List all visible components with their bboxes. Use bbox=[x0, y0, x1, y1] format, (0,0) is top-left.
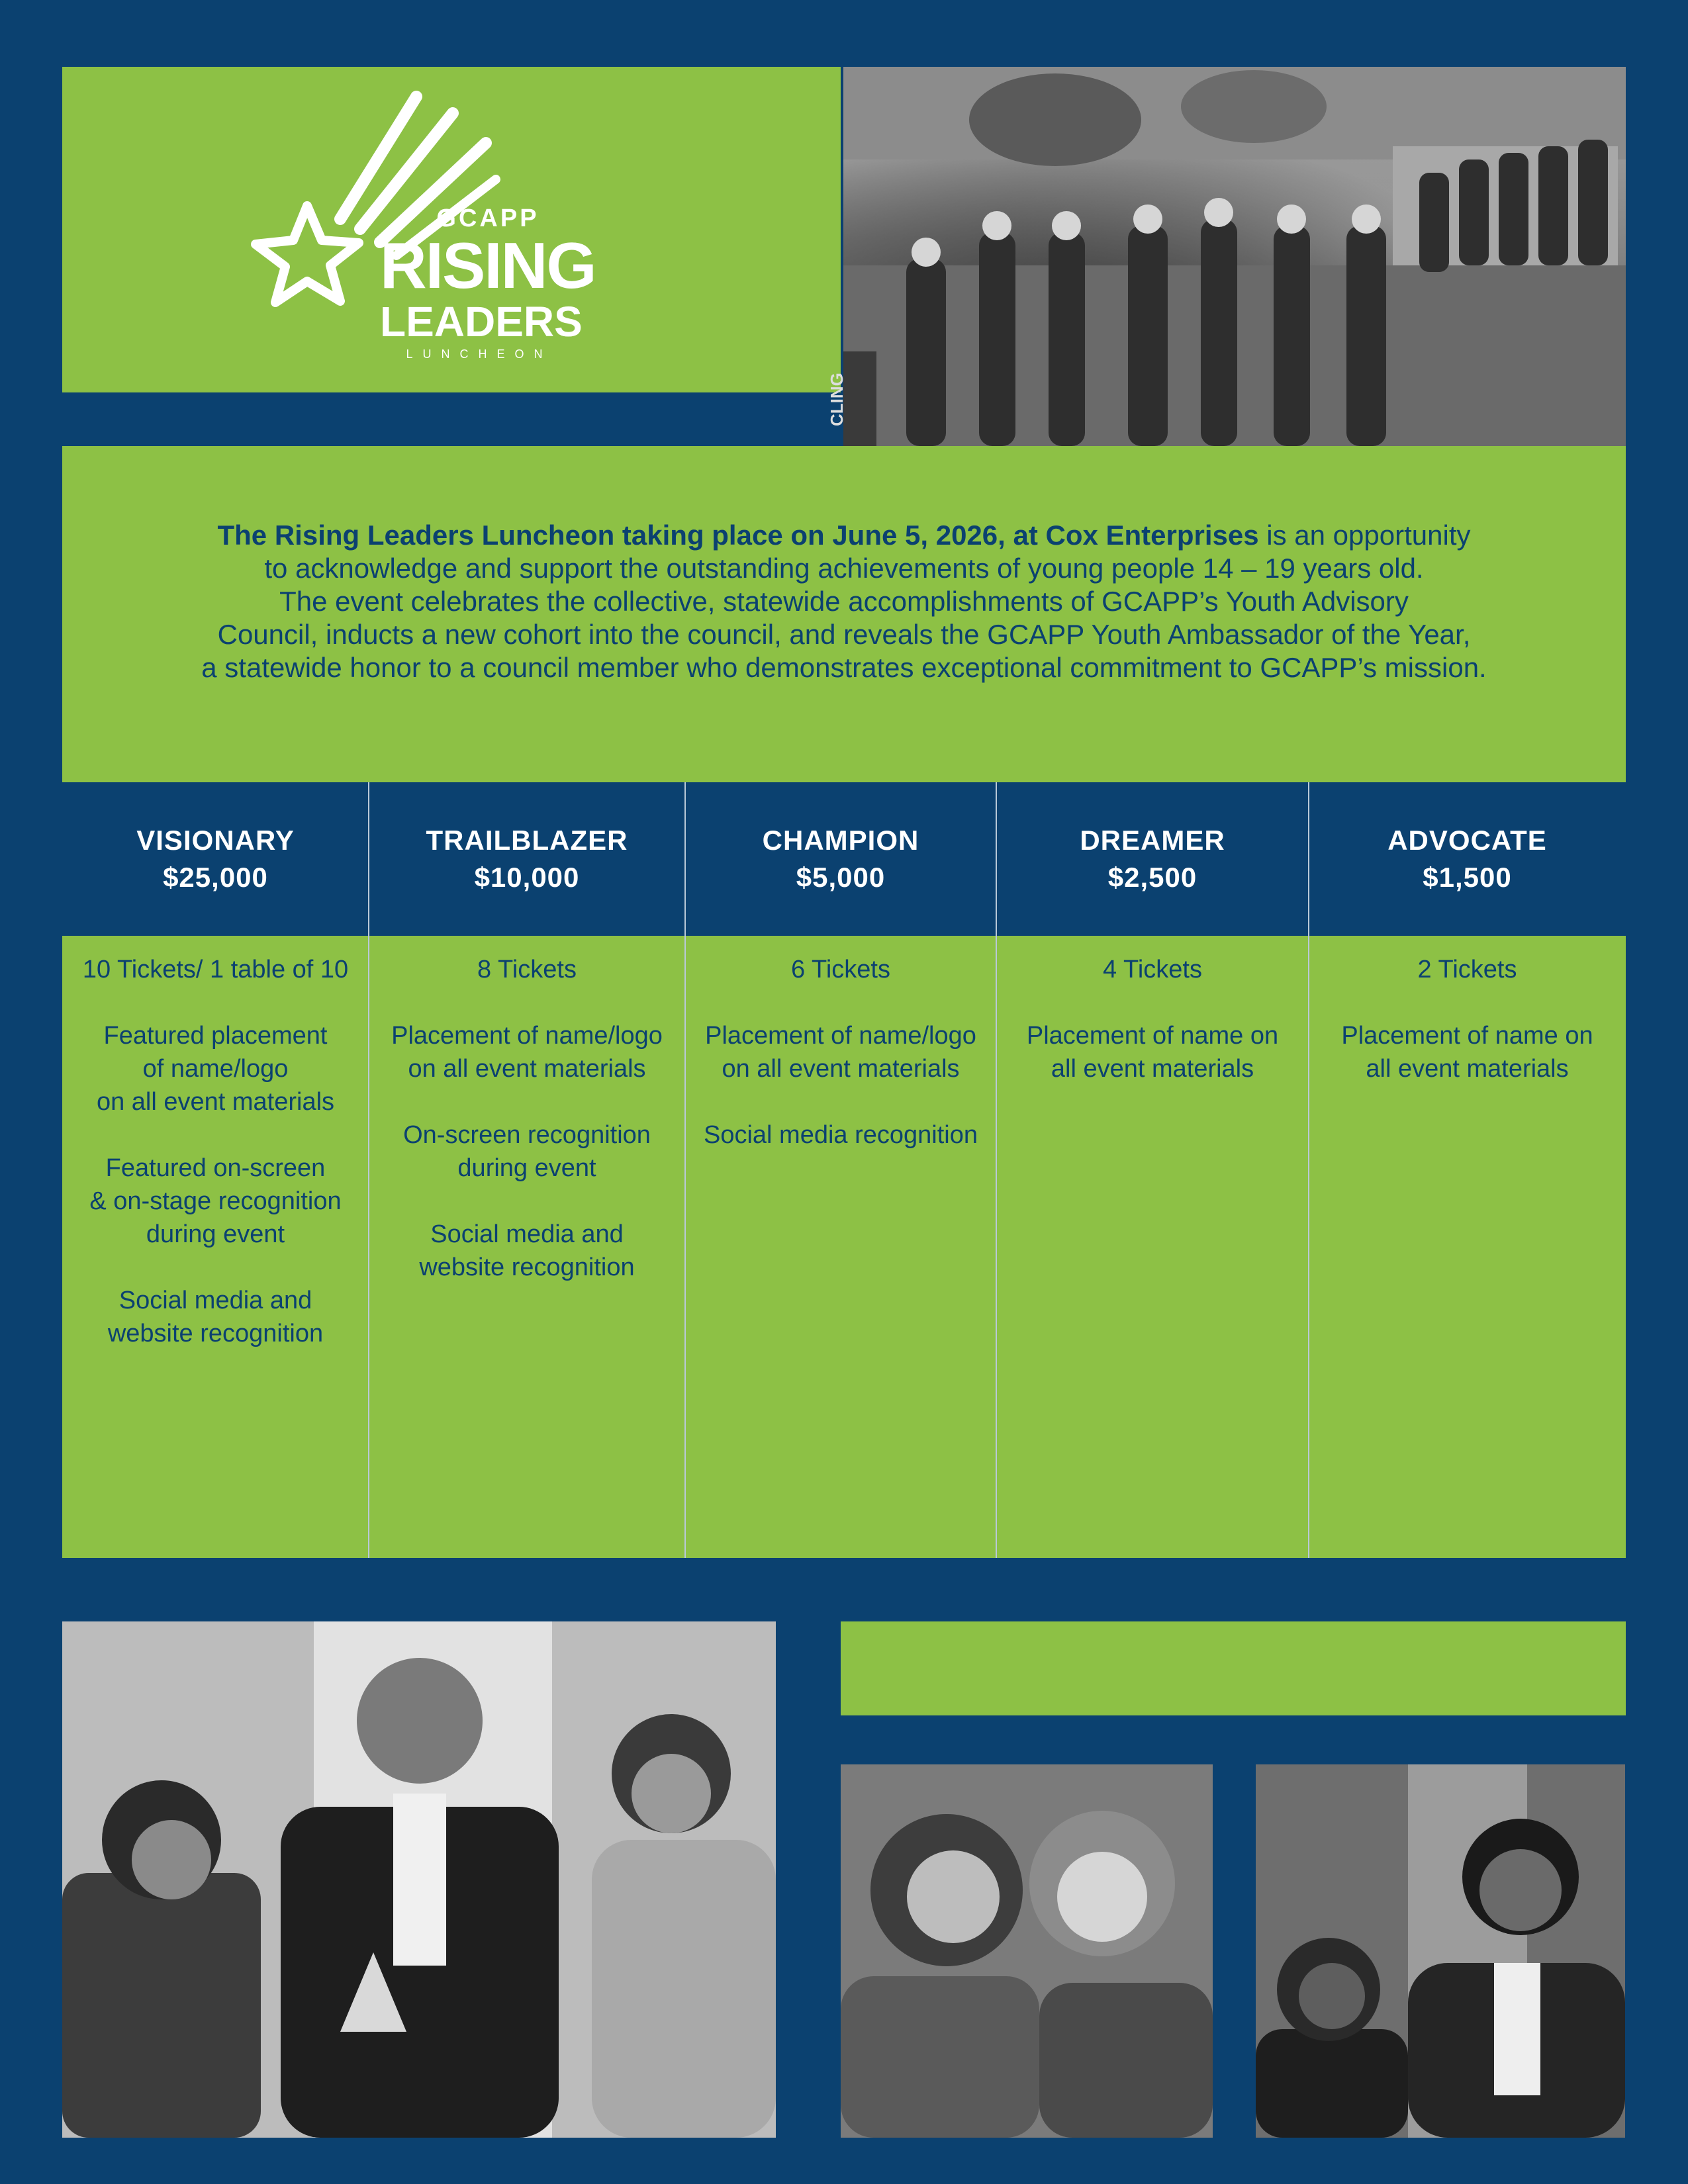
tier-advocate bbox=[1309, 782, 1626, 1558]
group-photo bbox=[827, 67, 1626, 446]
tier-price: $5,000 bbox=[796, 862, 886, 893]
column-divider bbox=[1308, 782, 1309, 1558]
tier-benefit: Social media recognition bbox=[703, 1121, 978, 1149]
tier-benefit: 8 Tickets bbox=[477, 956, 577, 983]
tier-name: DREAMER bbox=[1080, 825, 1225, 856]
intro-line1: is an opportunity bbox=[1258, 520, 1471, 551]
award-photo bbox=[62, 1621, 776, 2138]
intro-text bbox=[142, 519, 1546, 684]
column-divider bbox=[996, 782, 997, 1558]
tier-champion bbox=[685, 782, 996, 1558]
tier-header bbox=[369, 782, 685, 936]
tier-benefit: Placement of name/logo on all event materials bbox=[705, 1022, 976, 1083]
logo-luncheon: LUNCHEON bbox=[406, 347, 553, 361]
tier-benefits bbox=[996, 936, 1309, 1558]
tier-benefit: Social media and website recognition bbox=[419, 1220, 635, 1281]
intro-bold: The Rising Leaders Luncheon taking place on June 5, 2026, at Cox Enterprises bbox=[217, 520, 1259, 551]
tier-benefit: Placement of name/logo on all event materials bbox=[391, 1022, 663, 1083]
tier-price: $1,500 bbox=[1423, 862, 1512, 893]
tier-name: ADVOCATE bbox=[1387, 825, 1547, 856]
logo-rising: RISING bbox=[380, 229, 596, 302]
logo-panel bbox=[62, 67, 841, 392]
honoree-photo-1 bbox=[841, 1764, 1213, 2138]
green-bar bbox=[841, 1621, 1626, 1715]
tier-benefits bbox=[62, 936, 369, 1558]
tier-price: $10,000 bbox=[474, 862, 580, 893]
tier-visionary bbox=[62, 782, 369, 1558]
tier-header bbox=[62, 782, 369, 936]
column-divider bbox=[684, 782, 686, 1558]
tier-header bbox=[1309, 782, 1626, 936]
column-divider bbox=[368, 782, 369, 1558]
tier-price: $25,000 bbox=[163, 862, 268, 893]
tier-name: VISIONARY bbox=[136, 825, 295, 856]
logo-org: GCAPP bbox=[436, 205, 539, 232]
intro-line4: Council, inducts a new cohort into the council, and reveals the GCAPP Youth Ambassador of the Year, bbox=[217, 619, 1471, 650]
tier-benefits bbox=[1309, 936, 1626, 1558]
tier-benefits bbox=[685, 936, 996, 1558]
tier-header bbox=[996, 782, 1309, 936]
tier-benefit: Featured placement of name/logo on all event materials bbox=[96, 1022, 335, 1116]
intro-line3: The event celebrates the collective, statewide accomplishments of GCAPP’s Youth Advisory bbox=[279, 586, 1409, 617]
tier-benefits bbox=[369, 936, 685, 1558]
intro-line2: to acknowledge and support the outstanding achievements of young people 14 – 19 years old. bbox=[264, 553, 1424, 584]
tier-benefit: Social media and website recognition bbox=[107, 1287, 324, 1347]
tier-benefit: 10 Tickets/ 1 table of 10 bbox=[82, 956, 349, 983]
logo-leaders: LEADERS bbox=[380, 298, 583, 345]
sponsorship-tiers bbox=[62, 782, 1626, 1558]
tier-benefit: Placement of name on all event materials bbox=[1341, 1022, 1593, 1083]
group-photo-sign: CLING bbox=[827, 373, 847, 426]
tier-benefit: On-screen recognition during event bbox=[403, 1121, 651, 1182]
tier-benefit: Featured on-screen & on-stage recognition during event bbox=[89, 1154, 342, 1248]
intro-line5: a statewide honor to a council member who demonstrates exceptional commitment to GCAPP’s mission. bbox=[201, 652, 1487, 683]
intro-panel bbox=[62, 446, 1626, 782]
tier-benefit: 2 Tickets bbox=[1417, 956, 1517, 983]
tier-name: TRAILBLAZER bbox=[426, 825, 628, 856]
tier-trailblazer bbox=[369, 782, 685, 1558]
tier-name: CHAMPION bbox=[762, 825, 919, 856]
tier-dreamer bbox=[996, 782, 1309, 1558]
honoree-photo-2 bbox=[1256, 1764, 1625, 2138]
tier-benefit: 4 Tickets bbox=[1103, 956, 1202, 983]
tier-header bbox=[685, 782, 996, 936]
tier-benefit: 6 Tickets bbox=[791, 956, 890, 983]
tier-benefit: Placement of name on all event materials bbox=[1026, 1022, 1279, 1083]
tier-price: $2,500 bbox=[1107, 862, 1197, 893]
